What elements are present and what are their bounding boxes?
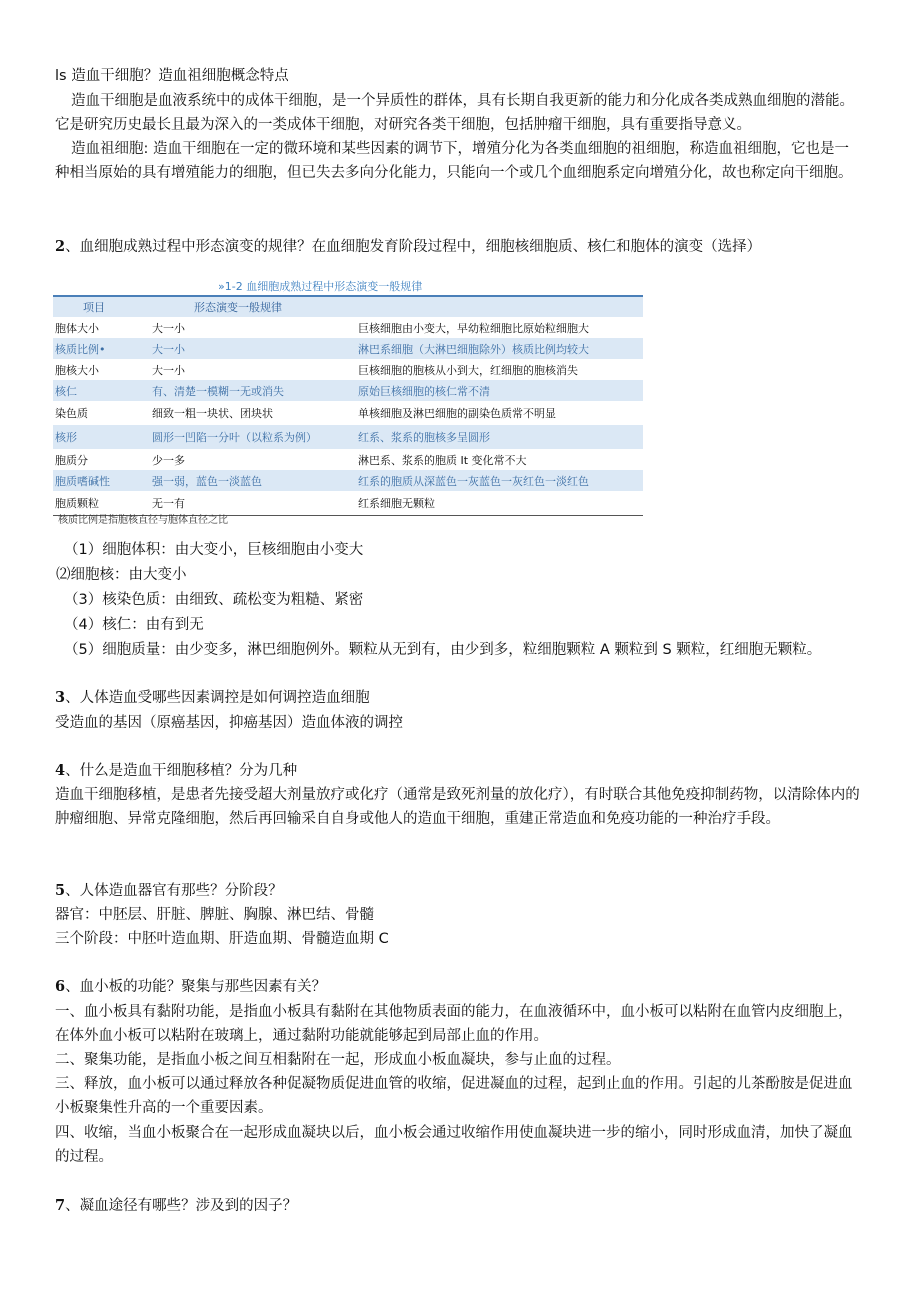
table-header: 形态演变一般规律: [152, 296, 358, 317]
table-header: [358, 296, 643, 317]
table-cell: 大一小: [152, 321, 185, 335]
list-item: ⑵细胞核：由大变小: [56, 567, 187, 583]
table-cell: 胞质嗜碱性: [53, 470, 152, 491]
table-cell: 胞质分: [55, 453, 88, 467]
section-5-number: 5: [55, 882, 66, 899]
table-row: [53, 338, 643, 359]
section-4-number: 4: [55, 762, 66, 779]
section-1-title: ls 造血干细胞？造血祖细胞概念特点: [55, 68, 289, 84]
section-3-paragraph-1: 受造血的基因（原癌基因，抑癌基因）造血体液的调控: [55, 715, 403, 731]
section-4-title-text: 、什么是造血干细胞移植？分为几种: [65, 763, 298, 779]
table-cell: 淋巴系细胞（大淋巴细胞除外）核质比例均较大: [358, 338, 643, 359]
table-cell: 染色质: [55, 407, 88, 420]
list-item: （3）核染色质：由细致、疏松变为粗糙、紧密: [64, 592, 364, 608]
table-cell: 核质比例•: [53, 338, 152, 359]
table-cell: 细致一粗一块状、团块状: [152, 407, 273, 420]
table-cell: 大一小: [152, 363, 185, 377]
section-6-paragraph-4: 四、收缩，当血小板聚合在一起形成血凝块以后，血小板会通过收缩作用使血凝块进一步的缩小，同时形成血清，加快了凝血的过程。: [55, 1125, 853, 1165]
section-1-paragraph-1: 造血干细胞是血液系统中的成体干细胞，是一个异质性的群体，具有长期自我更新的能力和分化成各类成熟血细胞的潜能。它是研究历史最长且最为深入的一类成体干细胞，对研究各类干细胞，包括肿瘤干细胞，具有重要指导意义。: [55, 93, 854, 133]
table-cell: 红系的胞质从深蓝色一灰蓝色一灰红色一淡红色: [358, 470, 643, 491]
section-2-title: [55, 235, 863, 259]
table-header-row: [53, 296, 643, 317]
section-4-title: [55, 759, 863, 783]
table-header: 项目: [53, 296, 152, 317]
table-cell: 红系细胞无颗粒: [358, 491, 643, 516]
table-row: [53, 401, 643, 425]
table-cell: 巨核细胞的胞核从小到大，红细胞的胞核消失: [358, 363, 578, 377]
table-cell: 强一弱，蓝色一淡蓝色: [152, 470, 358, 491]
section-2-title-text: 、血细胞成熟过程中形态演变的规律？在血细胞发育阶段过程中，细胞核细胞质、核仁和胞体的演变（选择）: [65, 239, 762, 255]
list-item: （1）细胞体积：由大变小，巨核细胞由小变大: [64, 542, 364, 558]
section-6-number: 6: [55, 978, 66, 995]
section-6-title-text: 、血小板的功能？聚集与那些因素有关？: [65, 979, 327, 995]
section-5-paragraph-2: 三个阶段：中胚叶造血期、肝造血期、骨髓造血期 C: [55, 931, 389, 947]
list-item: （5）细胞质量：由少变多，淋巴细胞例外。颗粒从无到有，由少到多，粒细胞颗粒 A 颗粒到 S 颗粒，红细胞无颗粒。: [64, 642, 822, 658]
section-2-number: 2: [55, 238, 66, 255]
table-cell: 核形: [53, 425, 152, 449]
section-5-paragraph-1: 器官：中胚层、肝脏、脾脏、胸腺、淋巴结、骨髓: [55, 907, 374, 923]
section-7-title: [55, 1194, 863, 1218]
section-5-title: [55, 879, 863, 903]
table-cell: 胞质颗粒: [53, 491, 152, 516]
table-cell: 红系、浆系的胞核多呈圆形: [358, 425, 643, 449]
table-row: [53, 359, 643, 380]
table-cell: 胞核大小: [55, 363, 99, 377]
section-3-title: [55, 686, 863, 710]
list-item: （4）核仁：由有到无: [64, 617, 204, 633]
table-cell: 无一有: [152, 491, 358, 516]
section-7-number: 7: [55, 1197, 66, 1214]
section-6-paragraph-2: 二、聚集功能，是指血小板之间互相黏附在一起，形成血小板血凝块，参与止血的过程。: [55, 1052, 621, 1068]
section-4-paragraph-1: 造血干细胞移植，是患者先接受超大剂量放疗或化疗（通常是致死剂量的放化疗），有时联合其他免疫抑制药物，以清除体内的肿瘤细胞、异常克隆细胞，然后再回输采自自身或他人的造血干细胞，重建正常造血和免疫功能的一种治疗手段。: [55, 787, 860, 827]
table-cell: 胞体大小: [55, 321, 99, 335]
table-cell: 单核细胞及淋巴细胞的副染色质常不明显: [358, 407, 556, 420]
table-cell: 核仁: [53, 380, 152, 401]
table-footnote: 核质比例是指胞核直径与胞体直径之比: [58, 515, 228, 526]
section-6-paragraph-3: 三、释放，血小板可以通过释放各种促凝物质促进血管的收缩，促进凝血的过程，起到止血的作用。引起的儿茶酚胺是促进血小板聚集性升高的一个重要因素。: [55, 1076, 853, 1116]
section-7-title-text: 、凝血途径有哪些？涉及到的因子？: [65, 1198, 298, 1214]
table-cell: 大一小: [152, 338, 358, 359]
table-cell: 巨核细胞由小变大，早幼粒细胞比原始粒细胞大: [358, 321, 589, 335]
table-cell: 圆形一凹陷一分叶（以粒系为例）: [152, 425, 358, 449]
table-cell: 有、清楚一模糊一无或消失: [152, 380, 358, 401]
table-cell: 淋巴系、浆系的胞质 It 变化常不大: [358, 453, 527, 467]
section-3-title-text: 、人体造血受哪些因素调控是如何调控造血细胞: [65, 690, 370, 706]
section-6-title: [55, 975, 863, 999]
table-cell: 少一多: [152, 453, 185, 467]
table-row: [53, 470, 643, 491]
table-cell: 原始巨核细胞的核仁常不清: [358, 380, 643, 401]
section-1-paragraph-2: 造血祖细胞: 造血干细胞在一定的微环境和某些因素的调节下，增殖分化为各类血细胞的祖细胞，称造血祖细胞，它也是一种相当原始的具有增殖能力的细胞，但已失去多向分化能力，只能向一个或几个血细胞系定向增殖分化，故也称定向干细胞。: [55, 141, 853, 181]
table-row: [53, 449, 643, 470]
section-3-number: 3: [55, 689, 66, 706]
morphology-table: [53, 295, 643, 516]
section-5-title-text: 、人体造血器官有那些？分阶段？: [65, 883, 283, 899]
table-row: [53, 380, 643, 401]
table-caption: »1-2 血细胞成熟过程中形态演变一般规律: [218, 280, 423, 293]
section-6-paragraph-1: 一、血小板具有黏附功能，是指血小板具有黏附在其他物质表面的能力，在血液循环中，血小板可以粘附在血管内皮细胞上，在体外血小板可以粘附在玻璃上，通过黏附功能就能够起到局部止血的作用。: [55, 1004, 853, 1044]
table-row: [53, 425, 643, 449]
table-row: [53, 317, 643, 338]
